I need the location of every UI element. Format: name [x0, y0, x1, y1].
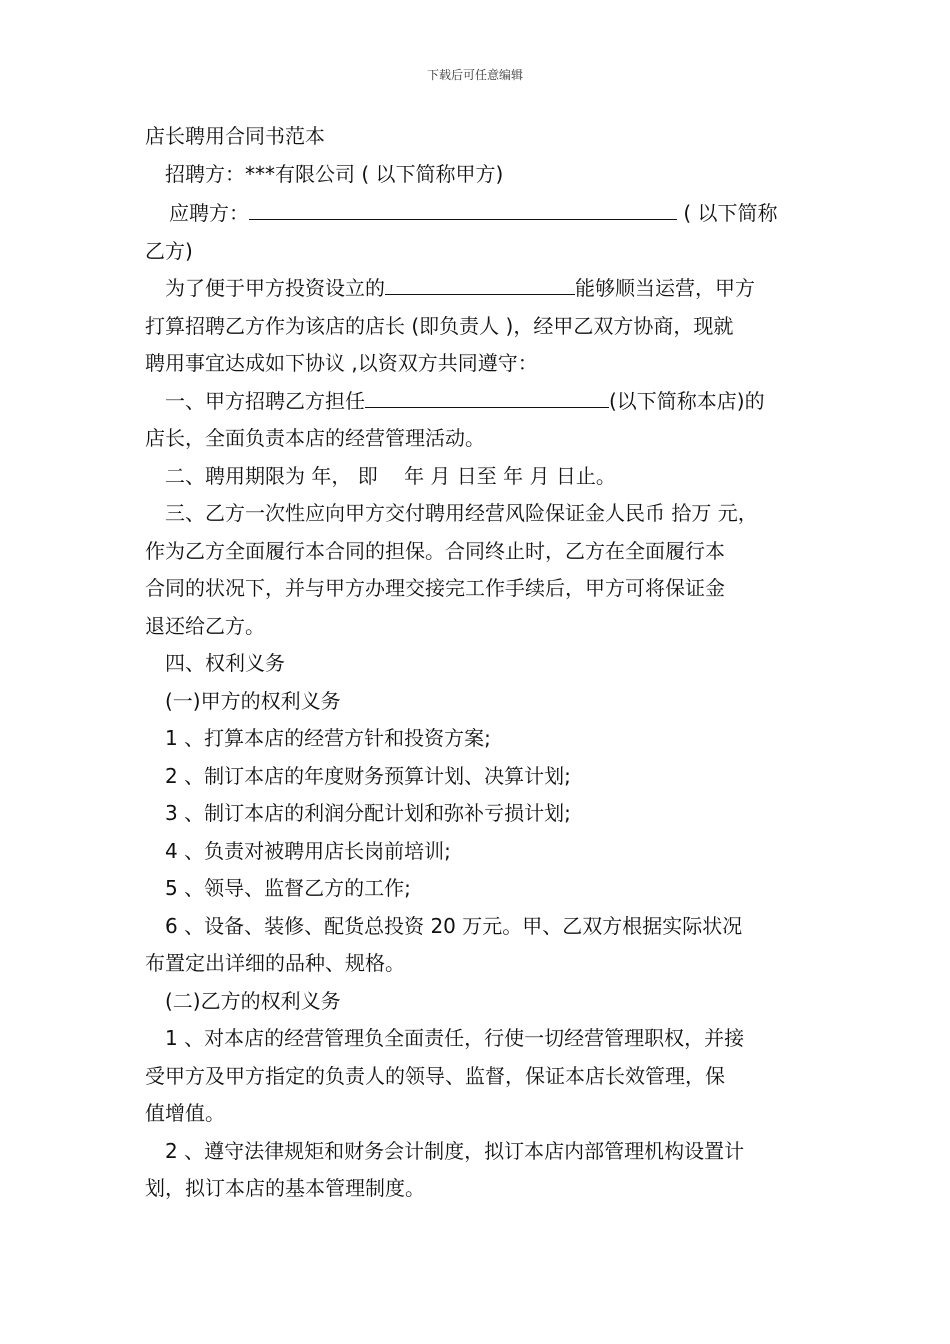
intro-line-3: 聘用事宜达成如下协议 ,以资双方共同遵守：: [145, 351, 538, 375]
employer-value: ***有限公司 ( 以下简称甲方): [245, 161, 504, 186]
intro-line-2: 打算招聘乙方作为该店的店长 (即负责人 )，经甲乙双方协商，现就: [145, 313, 734, 338]
clause-1-line-2: 店长，全面负责本店的经营管理活动。: [145, 426, 485, 450]
clause-4-heading: 四、权利义务: [165, 651, 285, 675]
document-title: 店长聘用合同书范本: [145, 124, 325, 148]
document-body: [145, 118, 825, 1208]
intro-text: 为了便于甲方投资设立的: [165, 276, 385, 300]
party-a-item-2: 2 、制订本店的年度财务预算计划、决算计划;: [165, 763, 571, 788]
clause-3-line-2: 作为乙方全面履行本合同的担保。合同终止时，乙方在全面履行本: [145, 538, 725, 563]
party-a-item-3: 3 、制订本店的利润分配计划和弥补亏损计划;: [165, 801, 571, 825]
party-a-item-5: 5 、领导、监督乙方的工作;: [165, 876, 411, 900]
party-b-item-1-line-1: 1 、对本店的经营管理负全面责任，行使一切经营管理职权，并接: [165, 1026, 745, 1050]
position-blank: [365, 385, 609, 408]
clause-2: 二、聘用期限为 年， 即 年 月 日至 年 月 日止。: [165, 463, 616, 488]
party-a-item-6-line-1: 6 、设备、装修、配货总投资 20 万元。甲、乙双方根据实际状况: [165, 913, 743, 938]
party-b-item-1-line-3: 值增值。: [145, 1101, 225, 1125]
clause-1-line-1: [145, 383, 825, 421]
party-b-heading: (二)乙方的权利义务: [165, 988, 341, 1013]
employer-label: 招聘方：: [165, 161, 245, 186]
party-a-item-6-line-2: 布置定出详细的品种、规格。: [145, 951, 405, 975]
intro-text: 能够顺当运营，甲方: [575, 276, 755, 300]
clause-3-line-3: 合同的状况下，并与甲方办理交接完工作手续后，甲方可将保证金: [145, 576, 725, 600]
party-b-item-2-line-2: 划，拟订本店的基本管理制度。: [145, 1176, 425, 1200]
employee-tail: ( 以下简称: [677, 201, 778, 225]
party-a-item-1: 1 、打算本店的经营方针和投资方案;: [165, 726, 491, 750]
clause-text: 一、甲方招聘乙方担任: [165, 388, 365, 413]
employer-line: [145, 156, 825, 194]
clause-3-line-1: 三、乙方一次性应向甲方交付聘用经营风险保证金人民币 拾万 元，: [165, 501, 758, 525]
clause-3-line-4: 退还给乙方。: [145, 613, 265, 638]
employee-line: [145, 195, 825, 233]
party-a-item-4: 4 、负责对被聘用店长岗前培训;: [165, 838, 451, 863]
employee-line-cont: 乙方): [145, 238, 193, 263]
party-b-item-1-line-2: 受甲方及甲方指定的负责人的领导、监督，保证本店长效管理，保: [145, 1063, 725, 1088]
intro-line-1: [145, 270, 825, 308]
employee-name-blank: [249, 197, 677, 220]
clause-text: (以下简称本店)的: [609, 388, 765, 413]
store-name-blank: [385, 272, 575, 295]
party-b-item-2-line-1: 2 、遵守法律规矩和财务会计制度，拟订本店内部管理机构设置计: [165, 1138, 745, 1163]
employee-label: 应聘方：: [169, 201, 249, 225]
page-header: 下载后可任意编辑: [426, 68, 523, 82]
party-a-heading: (一)甲方的权利义务: [165, 688, 341, 713]
